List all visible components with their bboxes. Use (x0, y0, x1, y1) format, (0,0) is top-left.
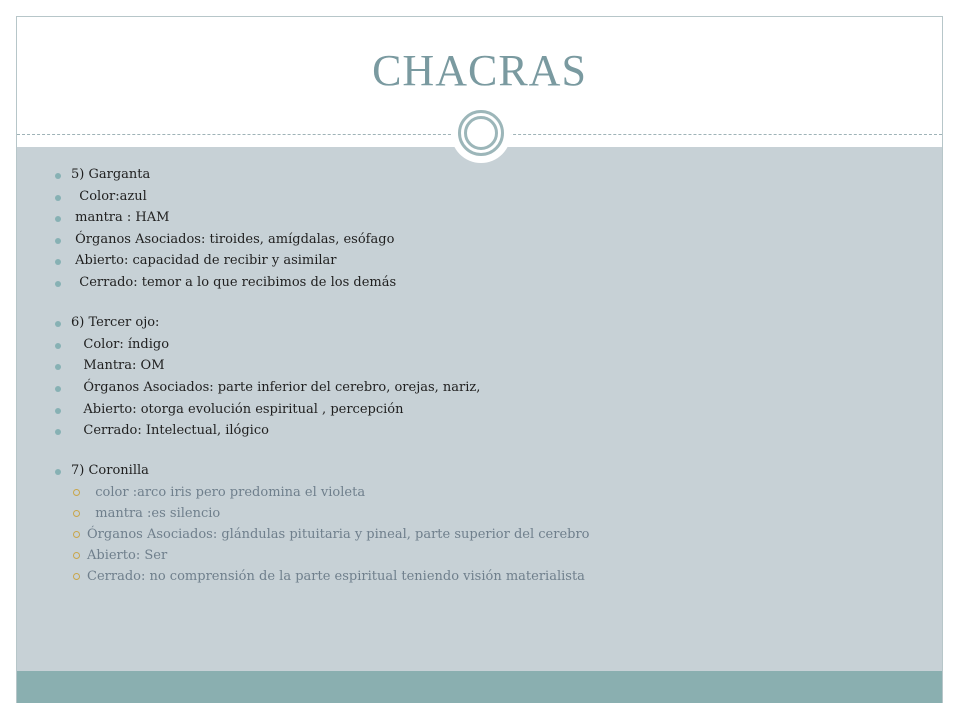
bullet-icon (55, 364, 61, 370)
ring-ornament-icon (451, 103, 511, 163)
list-item-text: Mantra: OM (71, 358, 165, 373)
bullet-icon (55, 321, 61, 327)
list-item-text: Órganos Asociados: parte inferior del cerebro, orejas, nariz, (71, 380, 481, 395)
list-item-text: Cerrado: no comprensión de la parte espiritual teniendo visión materialista (87, 569, 585, 584)
list-item-text: Cerrado: temor a lo que recibimos de los demás (71, 275, 397, 290)
bullet-icon (55, 469, 61, 475)
list-item-text: color :arco iris pero predomina el violeta (87, 485, 366, 500)
bullet-icon (55, 259, 61, 265)
list-item-text: 6) Tercer ojo: (71, 315, 160, 330)
sub-bullet-icon (73, 552, 80, 559)
sub-bullet-icon (73, 573, 80, 580)
list-item-text: Cerrado: Intelectual, ilógico (71, 423, 269, 438)
list-item-text: 5) Garganta (71, 167, 151, 182)
list-item-text: Abierto: Ser (87, 548, 168, 563)
bullet-icon (55, 238, 61, 244)
bullet-icon (55, 281, 61, 287)
list-item-text: mantra : HAM (71, 210, 170, 225)
footer-band (17, 671, 942, 703)
sub-bullet-icon (73, 489, 80, 496)
sub-bullet-icon (73, 531, 80, 538)
list-item-text: Abierto: otorga evolución espiritual , percepción (71, 402, 404, 417)
slide (16, 16, 943, 703)
bullet-icon (55, 408, 61, 414)
list-item-text: 7) Coronilla (71, 463, 149, 478)
list-item-text: Color:azul (71, 189, 147, 204)
bullet-icon (55, 343, 61, 349)
sub-bullet-icon (73, 510, 80, 517)
list-item-text: mantra :es silencio (87, 506, 221, 521)
bullet-icon (55, 429, 61, 435)
list-item-text: Abierto: capacidad de recibir y asimilar (71, 253, 337, 268)
list-item-text: Órganos Asociados: tiroides, amígdalas, esófago (71, 232, 395, 247)
list-item-text: Color: índigo (71, 337, 170, 352)
list-item-text: Órganos Asociados: glándulas pituitaria y pineal, parte superior del cerebro (87, 527, 590, 542)
bullet-icon (55, 386, 61, 392)
bullet-icon (55, 195, 61, 201)
slide-title: CHACRAS (372, 46, 587, 95)
bullet-icon (55, 173, 61, 179)
bullet-icon (55, 216, 61, 222)
